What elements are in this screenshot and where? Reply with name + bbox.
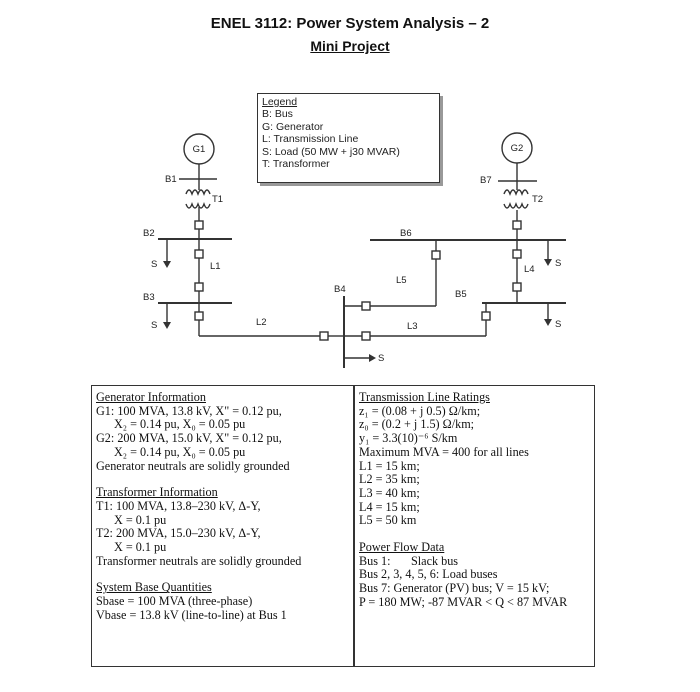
- page-subtitle: Mini Project: [310, 38, 390, 54]
- legend-heading: Legend: [262, 96, 298, 108]
- info-line: X₂ = 0.14 pu, X₀ = 0.05 pu: [114, 417, 246, 432]
- bus1-label: Bus 1:: [359, 553, 391, 568]
- bus-b1-label: B1: [165, 174, 177, 185]
- bus-b5-label: B5: [455, 289, 467, 300]
- info-line: L5 = 50 km: [359, 513, 417, 528]
- info-line: X = 0.1 pu: [114, 512, 167, 527]
- line-ratings-heading: Transmission Line Ratings: [359, 390, 490, 404]
- transformer-t1-symbol: [186, 190, 210, 208]
- power-flow-heading: Power Flow Data: [359, 540, 445, 555]
- info-line: G1: 100 MVA, 13.8 kV, X" = 0.12 pu,: [96, 403, 282, 418]
- load-label: S: [555, 258, 562, 269]
- info-line: L2 = 35 km;: [359, 472, 420, 487]
- legend-item: L: Transmission Line: [262, 133, 359, 146]
- load-label: S: [151, 320, 158, 331]
- bus-b6-label: B6: [400, 228, 412, 239]
- bus-b3-label: B3: [143, 292, 155, 303]
- bus1-row: [359, 555, 590, 569]
- page-title: ENEL 3112: Power System Analysis – 2: [210, 15, 490, 32]
- info-line: y₁ = 3.3(10)⁻⁶ S/km: [359, 431, 458, 446]
- generator-transformer-info-box: [91, 385, 354, 667]
- load-arrow-icon: [544, 319, 552, 326]
- info-line: G2: 200 MVA, 15.0 kV, X" = 0.12 pu,: [96, 431, 282, 446]
- line-l1-label: L1: [210, 261, 221, 272]
- info-line: L4 = 15 km;: [359, 499, 420, 514]
- info-line: X = 0.1 pu: [114, 540, 167, 555]
- info-line: T1: 100 MVA, 13.8–230 kV, Δ-Y,: [96, 498, 261, 513]
- load-label: S: [151, 259, 158, 270]
- load-arrow-icon: [369, 354, 376, 362]
- info-line: Bus 2, 3, 4, 5, 6: Load buses: [359, 567, 498, 582]
- load-label: S: [378, 353, 385, 364]
- transformer-t1-label: T1: [212, 194, 224, 205]
- load-arrow-icon: [163, 261, 171, 268]
- generator-g1-label: G1: [192, 144, 206, 155]
- info-line: Sbase = 100 MVA (three-phase): [96, 594, 253, 609]
- legend-item: T: Transformer: [262, 158, 330, 171]
- bus-b2-label: B2: [143, 228, 155, 239]
- legend-box: [257, 93, 440, 183]
- info-line: X₂ = 0.14 pu, X₀ = 0.05 pu: [114, 444, 246, 459]
- bus-b4-label: B4: [334, 284, 346, 295]
- line-l4-label: L4: [524, 264, 535, 275]
- info-line: z₁ = (0.08 + j 0.5) Ω/km;: [359, 403, 481, 418]
- info-line: Generator neutrals are solidly grounded: [96, 458, 290, 473]
- transformer-t2-label: T2: [532, 194, 544, 205]
- transformer-info-heading: Transformer Information: [96, 485, 218, 500]
- info-line: Bus 7: Generator (PV) bus; V = 15 kV;: [359, 581, 550, 596]
- load-label: S: [555, 319, 562, 330]
- info-line: z₀ = (0.2 + j 1.5) Ω/km;: [359, 417, 475, 432]
- info-line: L1 = 15 km;: [359, 458, 420, 473]
- legend-item: S: Load (50 MW + j30 MVAR): [262, 145, 400, 158]
- transformer-t2-symbol: [504, 190, 528, 208]
- line-l3-label: L3: [407, 321, 418, 332]
- line-ratings-power-flow-box: [354, 385, 595, 667]
- info-line: Vbase = 13.8 kV (line-to-line) at Bus 1: [96, 607, 287, 622]
- generator-info-heading: Generator Information: [96, 390, 206, 404]
- load-arrow-icon: [544, 259, 552, 266]
- line-l5-label: L5: [396, 275, 407, 286]
- system-base-heading: System Base Quantities: [96, 580, 212, 595]
- info-line: P = 180 MW; -87 MVAR < Q < 87 MVAR: [359, 594, 568, 609]
- bus-b7-label: B7: [480, 175, 492, 186]
- info-line: Transformer neutrals are solidly grounded: [96, 553, 302, 568]
- generator-g2-label: G2: [510, 143, 524, 154]
- info-line: T2: 200 MVA, 15.0–230 kV, Δ-Y,: [96, 526, 261, 541]
- legend-item: G: Generator: [262, 120, 324, 133]
- info-line: L3 = 40 km;: [359, 485, 420, 500]
- load-arrow-icon: [163, 322, 171, 329]
- line-l2-label: L2: [256, 317, 267, 328]
- legend-item: B: Bus: [262, 108, 293, 121]
- bus1-value: Slack bus: [411, 553, 459, 568]
- info-line: Maximum MVA = 400 for all lines: [359, 444, 529, 459]
